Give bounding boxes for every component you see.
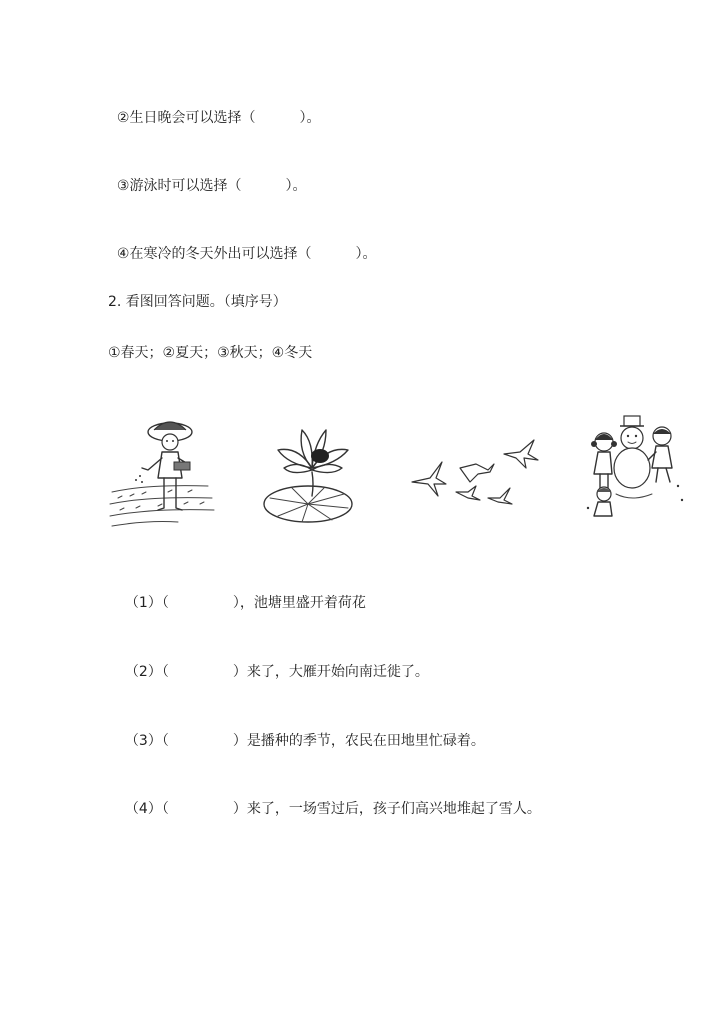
question-2-options: ①春天；②夏天；③秋天；④冬天 bbox=[108, 345, 313, 361]
question-2-title: 2. 看图回答问题。（填序号） bbox=[108, 294, 287, 310]
answer-number: （2）（ bbox=[124, 664, 169, 680]
q1-3-prefix: ③游泳时可以选择（ bbox=[116, 178, 242, 194]
question-1-item-2 bbox=[108, 88, 320, 128]
question-1-item-4 bbox=[108, 224, 376, 264]
answer-line-3 bbox=[116, 711, 485, 751]
answer-line-2 bbox=[116, 642, 429, 682]
answer-number: （1）（ bbox=[124, 595, 169, 611]
flying-geese-icon bbox=[408, 412, 542, 512]
question-1-item-3 bbox=[108, 156, 306, 196]
q1-2-suffix: ）。 bbox=[299, 110, 321, 126]
answer-text: ）来了，大雁开始向南迁徙了。 bbox=[232, 664, 429, 680]
answer-line-4 bbox=[116, 779, 541, 819]
lotus-flower-icon bbox=[262, 412, 358, 526]
children-snowman-icon bbox=[582, 412, 690, 524]
answer-text: ），池塘里盛开着荷花 bbox=[232, 595, 366, 611]
q1-3-suffix: ）。 bbox=[285, 178, 307, 194]
answer-number: （3）（ bbox=[124, 733, 169, 749]
farmer-sowing-icon bbox=[108, 412, 220, 530]
answer-text: ）来了，一场雪过后，孩子们高兴地堆起了雪人。 bbox=[232, 801, 541, 817]
answer-number: （4）（ bbox=[124, 801, 169, 817]
q1-4-prefix: ④在寒冷的冬天外出可以选择（ bbox=[116, 246, 312, 262]
q1-4-suffix: ）。 bbox=[355, 246, 377, 262]
answer-text: ）是播种的季节，农民在田地里忙碌着。 bbox=[232, 733, 485, 749]
answer-line-1 bbox=[116, 573, 366, 613]
q1-2-prefix: ②生日晚会可以选择（ bbox=[116, 110, 256, 126]
